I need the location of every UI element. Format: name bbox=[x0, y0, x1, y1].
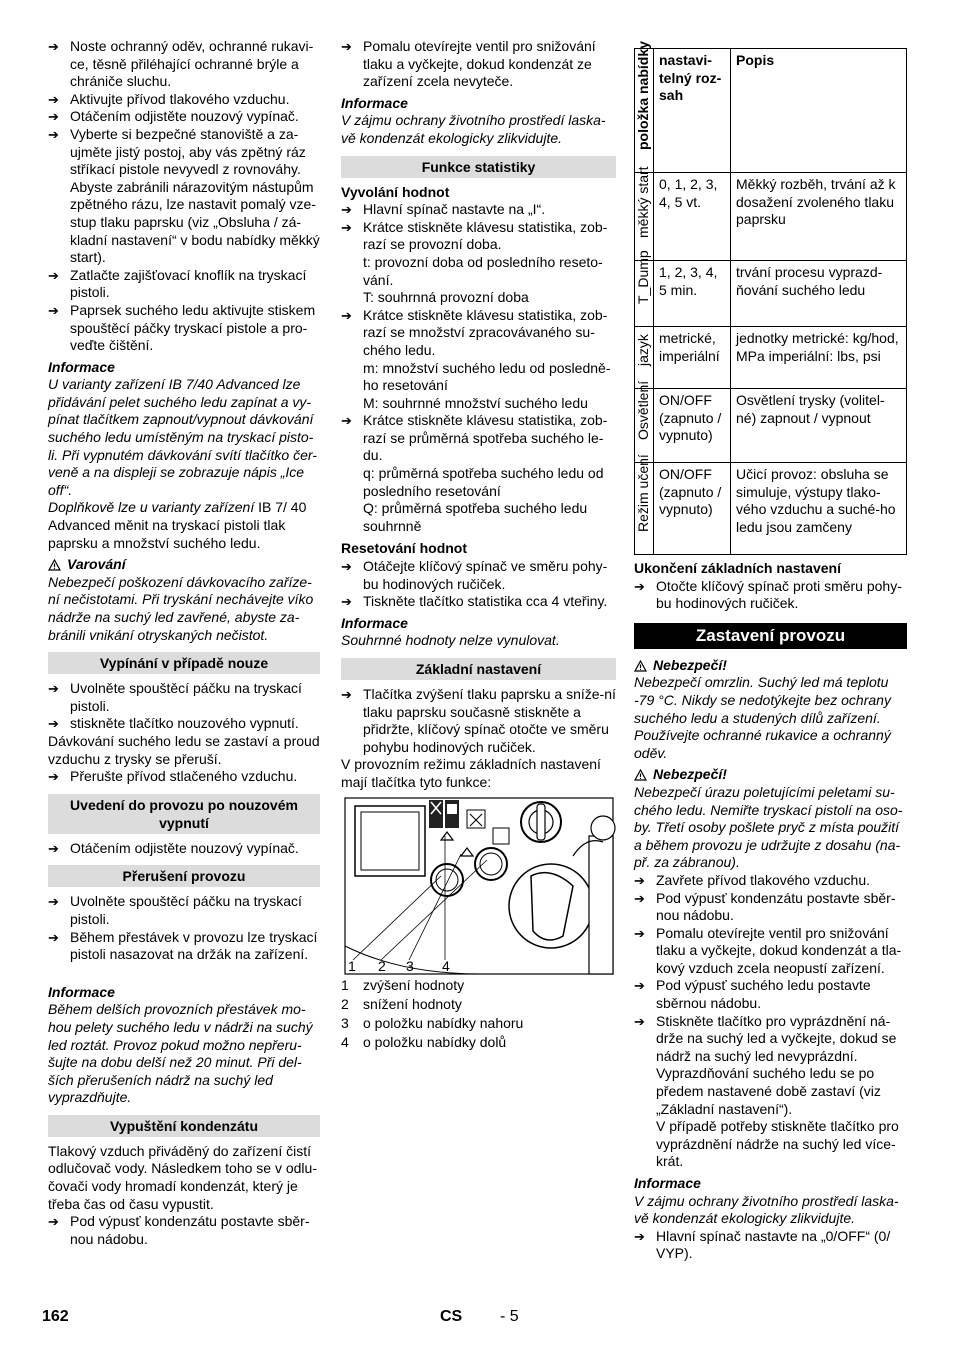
table-cell: měkký start bbox=[635, 173, 654, 261]
table-row bbox=[635, 327, 907, 389]
table-row bbox=[635, 173, 907, 261]
arrow-icon: ➔ bbox=[48, 91, 59, 107]
table-cell: T_Dump bbox=[635, 261, 654, 327]
paragraph: Dávkování suchého ledu se zastaví a proud vzduchu z trysky se přeruší. bbox=[48, 732, 320, 767]
arrow-icon: ➔ bbox=[634, 1013, 645, 1029]
arrow-icon: ➔ bbox=[634, 1228, 645, 1244]
info-text: Během delších provozních přestávek mo-hou pelety suchého ledu v nádrži na suchý led roztát. Provoz pokud možno nepřeru-šujte na dobu delší než 20 minut. Při del-ších přerušeních nádrž na suchý led vyprazdňujte. bbox=[48, 1001, 313, 1106]
arrow-icon: ➔ bbox=[634, 925, 645, 941]
arrow-icon: ➔ bbox=[341, 687, 352, 702]
table-cell: trvání procesu vyprazd-ňování suchého ledu bbox=[731, 261, 907, 327]
warning-heading: Varování bbox=[48, 556, 320, 574]
legend-item: 3 o položku nabídky nahoru bbox=[341, 1014, 524, 1031]
bullet-item: ➔ Otáčejte klíčový spínač ve směru pohy-bu hodinových ručiček. bbox=[341, 558, 608, 592]
arrow-icon: ➔ bbox=[341, 219, 352, 235]
indented-note: M: souhrnné množství suchého ledu bbox=[363, 394, 588, 411]
section-title-condensate: Vypuštění kondenzátu bbox=[48, 1115, 320, 1137]
bullet-item: ➔ Hlavní spínač nastavte na „0/OFF“ (0/ VYP). bbox=[634, 1227, 891, 1262]
section-title-basic-settings: Základní nastavení bbox=[341, 658, 616, 680]
column-middle bbox=[341, 38, 616, 1052]
arrow-icon: ➔ bbox=[48, 39, 59, 54]
table-cell: Osvětlení bbox=[635, 389, 654, 463]
arrow-icon: ➔ bbox=[48, 716, 59, 732]
bullet-item: ➔ stiskněte tlačítko nouzového vypnutí. bbox=[48, 715, 299, 732]
bullet-item: ➔ Otáčením odjistěte nouzový vypínač. bbox=[48, 839, 299, 856]
bullet-item: ➔ Uvolněte spouštěcí páčku na tryskací pistoli. bbox=[48, 893, 302, 927]
control-panel-illustration bbox=[341, 796, 616, 976]
bullet-item: ➔ Přerušte přívod stlačeného vzduchu. bbox=[48, 768, 298, 785]
bullet-item: ➔ Tlačítka zvýšení tlaku paprsku a sníže-ní tlaku paprsku současně stiskněte a přidržte, klíčový spínač otočte ve směru pohybu hodinových ručiček. bbox=[341, 686, 616, 755]
bullet-item: ➔ Tiskněte tlačítko statistika cca 4 vteřiny. bbox=[341, 593, 608, 610]
paragraph: Tlakový vzduch přiváděný do zařízení čistí odlučovač vody. Následkem toho se v odlu-čovači vody hromadí kondenzát, který je třeba čas od času vypustit. bbox=[48, 1142, 317, 1212]
bullet-item: ➔ Krátce stiskněte klávesu statistika, zob-razí se množství zpracovávaného su-chého ledu. bbox=[341, 306, 608, 358]
figure-number: 1 bbox=[348, 957, 356, 974]
table-cell: Měkký rozběh, trvání až k dosažení zvoleného tlaku paprsku bbox=[731, 173, 907, 261]
table-cell: 1, 2, 3, 4, 5 min. bbox=[654, 261, 731, 327]
arrow-icon: ➔ bbox=[341, 307, 352, 323]
section-title-restart: Uvedení do provozu po nouzovém vypnutí bbox=[48, 794, 320, 834]
subheading: Ukončení základních nastavení bbox=[634, 560, 841, 576]
arrow-icon: ➔ bbox=[48, 929, 59, 945]
indented-note: t: provozní doba od posledního reseto-vání. bbox=[363, 253, 603, 288]
danger-text: Nebezpečí omrzlin. Suchý led má teplotu -79 °C. Nikdy se nedotýkejte bez ochrany suchého ledu a studených dílů zařízení. Používejte ochranné rukavice a ochranný oděv. bbox=[634, 674, 891, 761]
arrow-icon: ➔ bbox=[48, 126, 59, 142]
table-row bbox=[635, 261, 907, 327]
info-text: U varianty zařízení IB 7/40 Advanced lze přidávání pelet suchého ledu zapínat a vy-pínat tlačítkem zapnout/vypnout dávkování suchého ledu umístěným na tryskací pisto-li. Při vypnutém dávkování svítí tlačítko čer-veně a na displeji se zobrazuje nápis „Ice off“. bbox=[48, 376, 317, 498]
bullet-item: ➔ Krátce stiskněte klávesu statistika, zob-razí se průměrná spotřeba suchého le-du. bbox=[341, 412, 608, 464]
indented-note: Q: průměrná spotřeba suchého ledu souhrnně bbox=[363, 500, 588, 534]
bullet-item: ➔ Otáčením odjistěte nouzový vypínač. bbox=[48, 108, 299, 125]
legend-item: 2 snížení hodnoty bbox=[341, 995, 462, 1012]
arrow-icon: ➔ bbox=[48, 894, 59, 910]
bullet-item: ➔ Otočte klíčový spínač proti směru pohy-bu hodinových ručiček. bbox=[634, 577, 902, 612]
bullet-item: ➔ Paprsek suchého ledu aktivujte stiskem spouštěcí páčky tryskací pistole a pro-veďte čištění. bbox=[48, 301, 316, 354]
indented-note: Vyprazdňování suchého ledu se po předem nastavené době zastaví (viz „Základní nastavení“). bbox=[656, 1065, 881, 1117]
indented-note: m: množství suchého ledu od posledně-ho resetování bbox=[363, 359, 611, 394]
info-label: Informace bbox=[341, 94, 408, 111]
bullet-item: ➔ Hlavní spínač nastavte na „I“. bbox=[341, 201, 546, 218]
bullet-item: ➔ Aktivujte přívod tlakového vzduchu. bbox=[48, 90, 290, 107]
arrow-icon: ➔ bbox=[48, 769, 59, 785]
arrow-icon: ➔ bbox=[341, 39, 352, 54]
bullet-item: ➔ Během přestávek v provozu lze tryskací pistoli nasazovat na držák na zařízení. bbox=[48, 928, 318, 963]
bullet-item: ➔ Pomalu otevírejte ventil pro snižování tlaku a vyčkejte, dokud kondenzát ze zařízení zcela nevyteče. bbox=[341, 38, 596, 90]
info-text: V zájmu ochrany životního prostředí laska-vě kondenzát ekologicky zlikvidujte. bbox=[634, 1192, 899, 1227]
figure-number: 2 bbox=[378, 957, 386, 974]
info-text: V zájmu ochrany životního prostředí laska-vě kondenzát ekologicky zlikvidujte. bbox=[341, 112, 606, 146]
table-row bbox=[635, 463, 907, 555]
subheading: Vyvolání hodnot bbox=[341, 183, 450, 200]
warning-triangle-icon bbox=[634, 769, 647, 781]
warning-text: Nebezpečí poškození dávkovacího zaříze-ní nečistotami. Při tryskání nechávejte víko nádrže na suchý led zavřené, abyste za-bránili vnikání otryskaných nečistot. bbox=[48, 573, 314, 643]
figure-number: 4 bbox=[442, 957, 450, 974]
control-panel-figure bbox=[341, 796, 616, 976]
info-text: Souhrnné hodnoty nelze vynulovat. bbox=[341, 632, 560, 649]
table-cell: ON/OFF (zapnuto / vypnuto) bbox=[654, 463, 731, 555]
section-title-statistics: Funkce statistiky bbox=[341, 156, 616, 178]
arrow-icon: ➔ bbox=[341, 202, 352, 218]
table-header-cell: Popis bbox=[731, 49, 907, 173]
table-header-cell: nastavi-telný roz-sah bbox=[654, 49, 731, 173]
table-header-row bbox=[635, 49, 907, 173]
bullet-item: ➔ Pod výpusť suchého ledu postavte sběrnou nádobu. bbox=[634, 977, 871, 1012]
bullet-item: ➔ Pod výpusť kondenzátu postavte sběr-nou nádobu. bbox=[634, 889, 896, 924]
paragraph: V provozním režimu základních nastavení mají tlačítka tyto funkce: bbox=[341, 756, 601, 790]
bullet-item: ➔ Stiskněte tlačítko pro vyprázdnění ná-drže na suchý led a vyčkejte, dokud se nádrž na suchý led nevyprázdní. bbox=[634, 1012, 897, 1064]
warning-triangle-icon bbox=[634, 660, 647, 672]
info-label: Informace bbox=[48, 358, 115, 375]
table-cell: jazyk bbox=[635, 327, 654, 389]
arrow-icon: ➔ bbox=[341, 559, 352, 575]
info-label: Informace bbox=[634, 1175, 701, 1191]
arrow-icon: ➔ bbox=[634, 890, 645, 906]
column-right bbox=[634, 38, 907, 1263]
figure-number: 3 bbox=[406, 957, 414, 974]
indented-note: q: průměrná spotřeba suchého ledu od posledního resetování bbox=[363, 465, 604, 499]
bullet-item: ➔ Vyberte si bezpečné stanoviště a za-ujměte jistý postoj, aby vás zpětný ráz stříkací pistole nevyvedl z rovnováhy. bbox=[48, 125, 306, 178]
subheading: Resetování hodnot bbox=[341, 540, 468, 557]
bullet-item: ➔ Pod výpusť kondenzátu postavte sběr-nou nádobu. bbox=[48, 1213, 310, 1247]
bullet-item: ➔ Zatlačte zajišťovací knoflík na tryskací pistoli. bbox=[48, 266, 307, 301]
sub-page-number: - 5 bbox=[500, 1308, 519, 1325]
bullet-item: ➔ Krátce stiskněte klávesu statistika, zob-razí se provozní doba. bbox=[341, 218, 608, 253]
danger-heading: Nebezpečí! bbox=[634, 766, 907, 784]
indented-note: T: souhrnná provozní doba bbox=[363, 289, 529, 306]
danger-text: Nebezpečí úrazu poletujícími peletami su-chého ledu. Nemiřte tryskací pistolí na oso-by. Třetí osoby pošlete pryč z místa použití a během provozu je udržujte z dosahu (na-př. za zábranou). bbox=[634, 783, 903, 871]
extra-text: Doplňkově lze u varianty zařízení IB 7/ 40 Advanced měnit na tryskací pistoli tlak paprsku a množství suchého ledu. bbox=[48, 499, 307, 551]
warning-triangle-icon bbox=[48, 559, 61, 571]
bullet-item: ➔ Uvolněte spouštěcí páčku na tryskací pistoli. bbox=[48, 680, 302, 714]
page-number: 162 bbox=[42, 1308, 69, 1325]
section-title-interrupt: Přerušení provozu bbox=[48, 865, 320, 887]
table-cell: ON/OFF (zapnuto / vypnuto) bbox=[654, 389, 731, 463]
bullet-item: ➔ Pomalu otevírejte ventil pro snižování tlaku a vyčkejte, dokud kondenzát a tla-kový vzduch zcela neopustí zařízení. bbox=[634, 924, 902, 976]
legend-item: 1 zvýšení hodnoty bbox=[341, 976, 465, 993]
info-label: Informace bbox=[341, 614, 408, 631]
arrow-icon: ➔ bbox=[341, 594, 352, 610]
bullet-item: ➔ Noste ochranný oděv, ochranné rukavi-ce, těsně přiléhající ochranné brýle a chrániče sluchu. bbox=[48, 38, 314, 90]
indented-note: V případě potřeby stiskněte tlačítko pro vyprázdnění nádrže na suchý led více-krát. bbox=[656, 1118, 899, 1170]
table-cell: Režim učení bbox=[635, 463, 654, 555]
settings-table bbox=[634, 41, 907, 555]
arrow-icon: ➔ bbox=[48, 840, 59, 856]
arrow-icon: ➔ bbox=[341, 413, 352, 429]
language-code: CS bbox=[440, 1308, 463, 1325]
table-cell: Učicí provoz: obsluha se simuluje, výstupy tlako-vého vzduchu a suché-ho ledu jsou zamčeny bbox=[731, 463, 907, 555]
table-cell: jednotky metrické: kg/hod, MPa imperiální: lbs, psi bbox=[731, 327, 907, 389]
arrow-icon: ➔ bbox=[634, 578, 645, 594]
danger-heading: Nebezpečí! bbox=[634, 657, 907, 675]
indented-note: Abyste zabránili nárazovitým nástupům zpětného rázu, lze nastavit pomalý vze-stup tlaku paprsku (viz „Obsluha / zá-kladní nastavení“ v bodu nabídky měkký start). bbox=[70, 178, 320, 266]
arrow-icon: ➔ bbox=[634, 872, 645, 888]
chapter-title: Zastavení provozu bbox=[634, 623, 907, 649]
table-cell: metrické, imperiální bbox=[654, 327, 731, 389]
info-label: Informace bbox=[48, 983, 115, 1000]
table-cell: Osvětlení trysky (volitel-né) zapnout / vypnout bbox=[731, 389, 907, 463]
table-header-cell: položka nabídky bbox=[635, 49, 654, 173]
arrow-icon: ➔ bbox=[634, 978, 645, 994]
table-row bbox=[635, 389, 907, 463]
arrow-icon: ➔ bbox=[48, 109, 59, 125]
column-left bbox=[48, 38, 320, 1248]
section-title-emergency: Vypínání v případě nouze bbox=[48, 652, 320, 674]
legend-item: 4 o položku nabídky dolů bbox=[341, 1033, 507, 1050]
arrow-icon: ➔ bbox=[48, 681, 59, 697]
arrow-icon: ➔ bbox=[48, 267, 59, 283]
bullet-item: ➔ Zavřete přívod tlakového vzduchu. bbox=[634, 871, 871, 888]
arrow-icon: ➔ bbox=[48, 302, 59, 318]
arrow-icon: ➔ bbox=[48, 1214, 59, 1230]
table-cell: 0, 1, 2, 3, 4, 5 vt. bbox=[654, 173, 731, 261]
